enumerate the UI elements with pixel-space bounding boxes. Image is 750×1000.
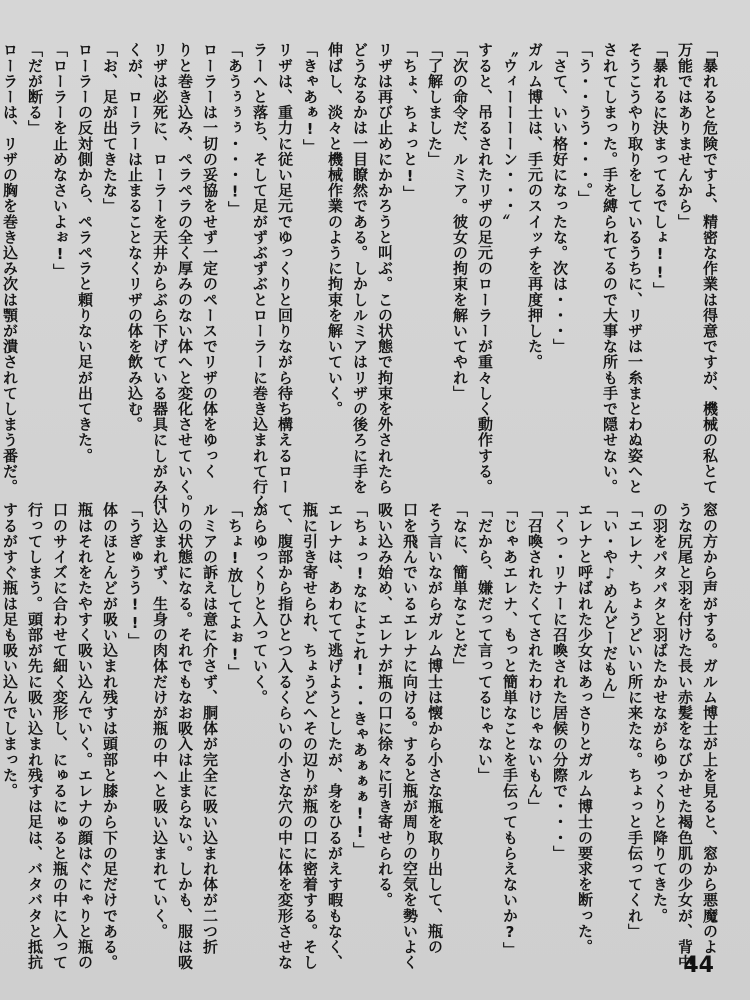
text-line: 「だが断る」 [26,42,44,136]
text-line: ローラーの反対側から、ペラペラと頼りない足が出てきた。 [76,42,94,464]
text-line: 万能ではありませんから」 [676,42,694,230]
text-line: ガルム博士は、手元のスイッチを再度押した。 [526,42,544,370]
text-line: 瓶はそれをたやすく吸い込んでいく。エレナの顔はぐにゃりと瓶の [76,502,94,970]
text-line: 〝ウィーーーーン・・・〟 [501,42,519,230]
text-line: そうこうやり取りをしているうちに、リザは一糸まとわぬ姿へと [626,42,644,495]
text-line: 「なに、簡単なことだ」 [451,502,469,674]
text-line: 「召喚されたくてされたわけじゃないもん」 [526,502,544,814]
text-line: エレナと呼ばれた少女はあっさりとガルム博士の要求を断った。 [576,502,594,955]
text-line: 「じゃあエレナ、もっと簡単なことを手伝ってもらえないか?」 [501,502,519,958]
text-line: 行ってしまう。頭部が先に吸い込まれ残すは足は、バタバタと抵抗 [26,502,44,970]
text-line: 「い・や♪めんどーだもん」 [601,502,619,708]
text-line: 「お、足が出てきたな」 [101,42,119,214]
text-line: ローラーは、リザの胸を巻き込み次は顎が潰されてしまう番だ。 [1,42,19,495]
text-block-upper [1,42,722,526]
text-line: ルミアの訴えは意に介さず、胴体が完全に吸い込まれ体が二つ折 [201,502,219,955]
text-line: リザは必死に、ローラーを天井からぶら下げている器具にしがみ付 [151,42,169,510]
text-line: くが、ローラーは止まることなくリザの体を飲み込む。 [126,42,144,432]
text-line: て、腹部から指ひとつ入るくらいの小さな穴の中に体を変形させな [276,502,294,970]
text-line: 「暴れると危険ですよ、精密な作業は得意ですが、機械の私とて [701,42,719,495]
text-line: りと巻き込み、ペラペラの全く厚みのない体へと変化させていく。 [176,42,194,510]
text-line: 「ちょ!放してよぉ!」 [226,502,244,680]
text-line: するがすぐ瓶は足も吸い込んでしまった。 [1,502,19,799]
text-line: 伸ばし、淡々と機械作業のように拘束を解いていく。 [326,42,344,417]
text-line: 口を飛んでいるエレナに向ける。すると瓶が周りの空気を勢いよく [401,502,419,970]
text-line: リザは、重力に従い足元でゆっくりと回りながら待ち構えるロー [276,42,294,495]
text-line: リザは再び止めにかかろうと叫ぶ。この状態で拘束を外されたら [376,42,394,495]
text-line: うな尻尾と羽を付けた長い赤髪をなびかせた褐色肌の少女が、背中 [676,502,694,970]
text-line: エレナは、あわてて逃げようとしたが、身をひるがえす暇もなく、 [326,502,344,970]
text-line: い込まれず、生身の肉体だけが瓶の中へと吸い込まれていく。 [151,502,169,939]
text-line: 体のほとんどが吸い込まれ残すは頭部と膝から下の足だけである。 [101,502,119,970]
text-line: ローラーは一切の妥協をせず一定のペースでリザの体をゆっく [201,42,219,479]
text-line: ラーへと落ち、そして足がずぶずぶとローラーに巻き込まれて行く。 [251,42,269,526]
text-line: 「くっ・リナーに召喚された居候の分際で・・・」 [551,502,569,861]
text-line: どうなるかは一目瞭然である。しかしルミアはリザの後ろに手を [351,42,369,495]
text-line: 「ちょっ!なによこれ!・・きゃあぁぁぁ!!」 [351,502,369,858]
text-line: 「あうぅぅぅ・・・!」 [226,42,244,217]
text-line: がらゆっくりと入っていく。 [251,502,269,705]
text-line: 「うぎゅうう!!」 [126,502,144,649]
text-line: 「次の命令だ、ルミア。彼女の拘束を解いてやれ」 [451,42,469,401]
text-line: 「ちょ、ちょっと!」 [401,42,419,201]
text-line: 「だから、嫌だって言ってるじゃない」 [476,502,494,783]
text-line: 「暴れるに決まってるでしょ!!」 [651,42,669,298]
text-line: りの状態になる。それでもなお吸入は止まらない。しかも、服は吸 [176,502,194,970]
text-line: 「きゃあぁ!」 [301,42,319,155]
text-line: 「さて、いい格好になったな。次は・・・」 [551,42,569,354]
text-line: そう言いながらガルム博士は懐から小さな瓶を取り出して、瓶の [426,502,444,955]
text-line: されてしまった。手を縛られてるので大事な所も手で隠せない。 [601,42,619,495]
text-line: 「う・・うう・・・。」 [576,42,594,207]
text-line: すると、吊るされたリザの足元のローラーが重々しく動作する。 [476,42,494,495]
text-line: 窓の方から声がする。ガルム博士が上を見ると、窓から悪魔のよ [701,502,719,955]
text-line: 「了解しました」 [426,42,444,167]
text-line: 「エレナ、ちょうどいい所に来たな。ちょっと手伝ってくれ」 [626,502,644,939]
text-line: 「ローラーを止めなさいよぉ!」 [51,42,69,279]
text-line: 瓶に引き寄せられ、ちょうどへその辺りが瓶の口に密着する。そし [301,502,319,970]
text-line: の羽をパタパタと羽ばたかせながらゆっくりと降りてきた。 [651,502,669,924]
page-number: 44 [683,953,714,978]
text-line: 口のサイズに合わせて細く変形し、にゅるにゅると瓶の中に入って [51,502,69,970]
text-line: 吸い込み始め、エレナが瓶の口に徐々に引き寄せられる。 [376,502,394,908]
